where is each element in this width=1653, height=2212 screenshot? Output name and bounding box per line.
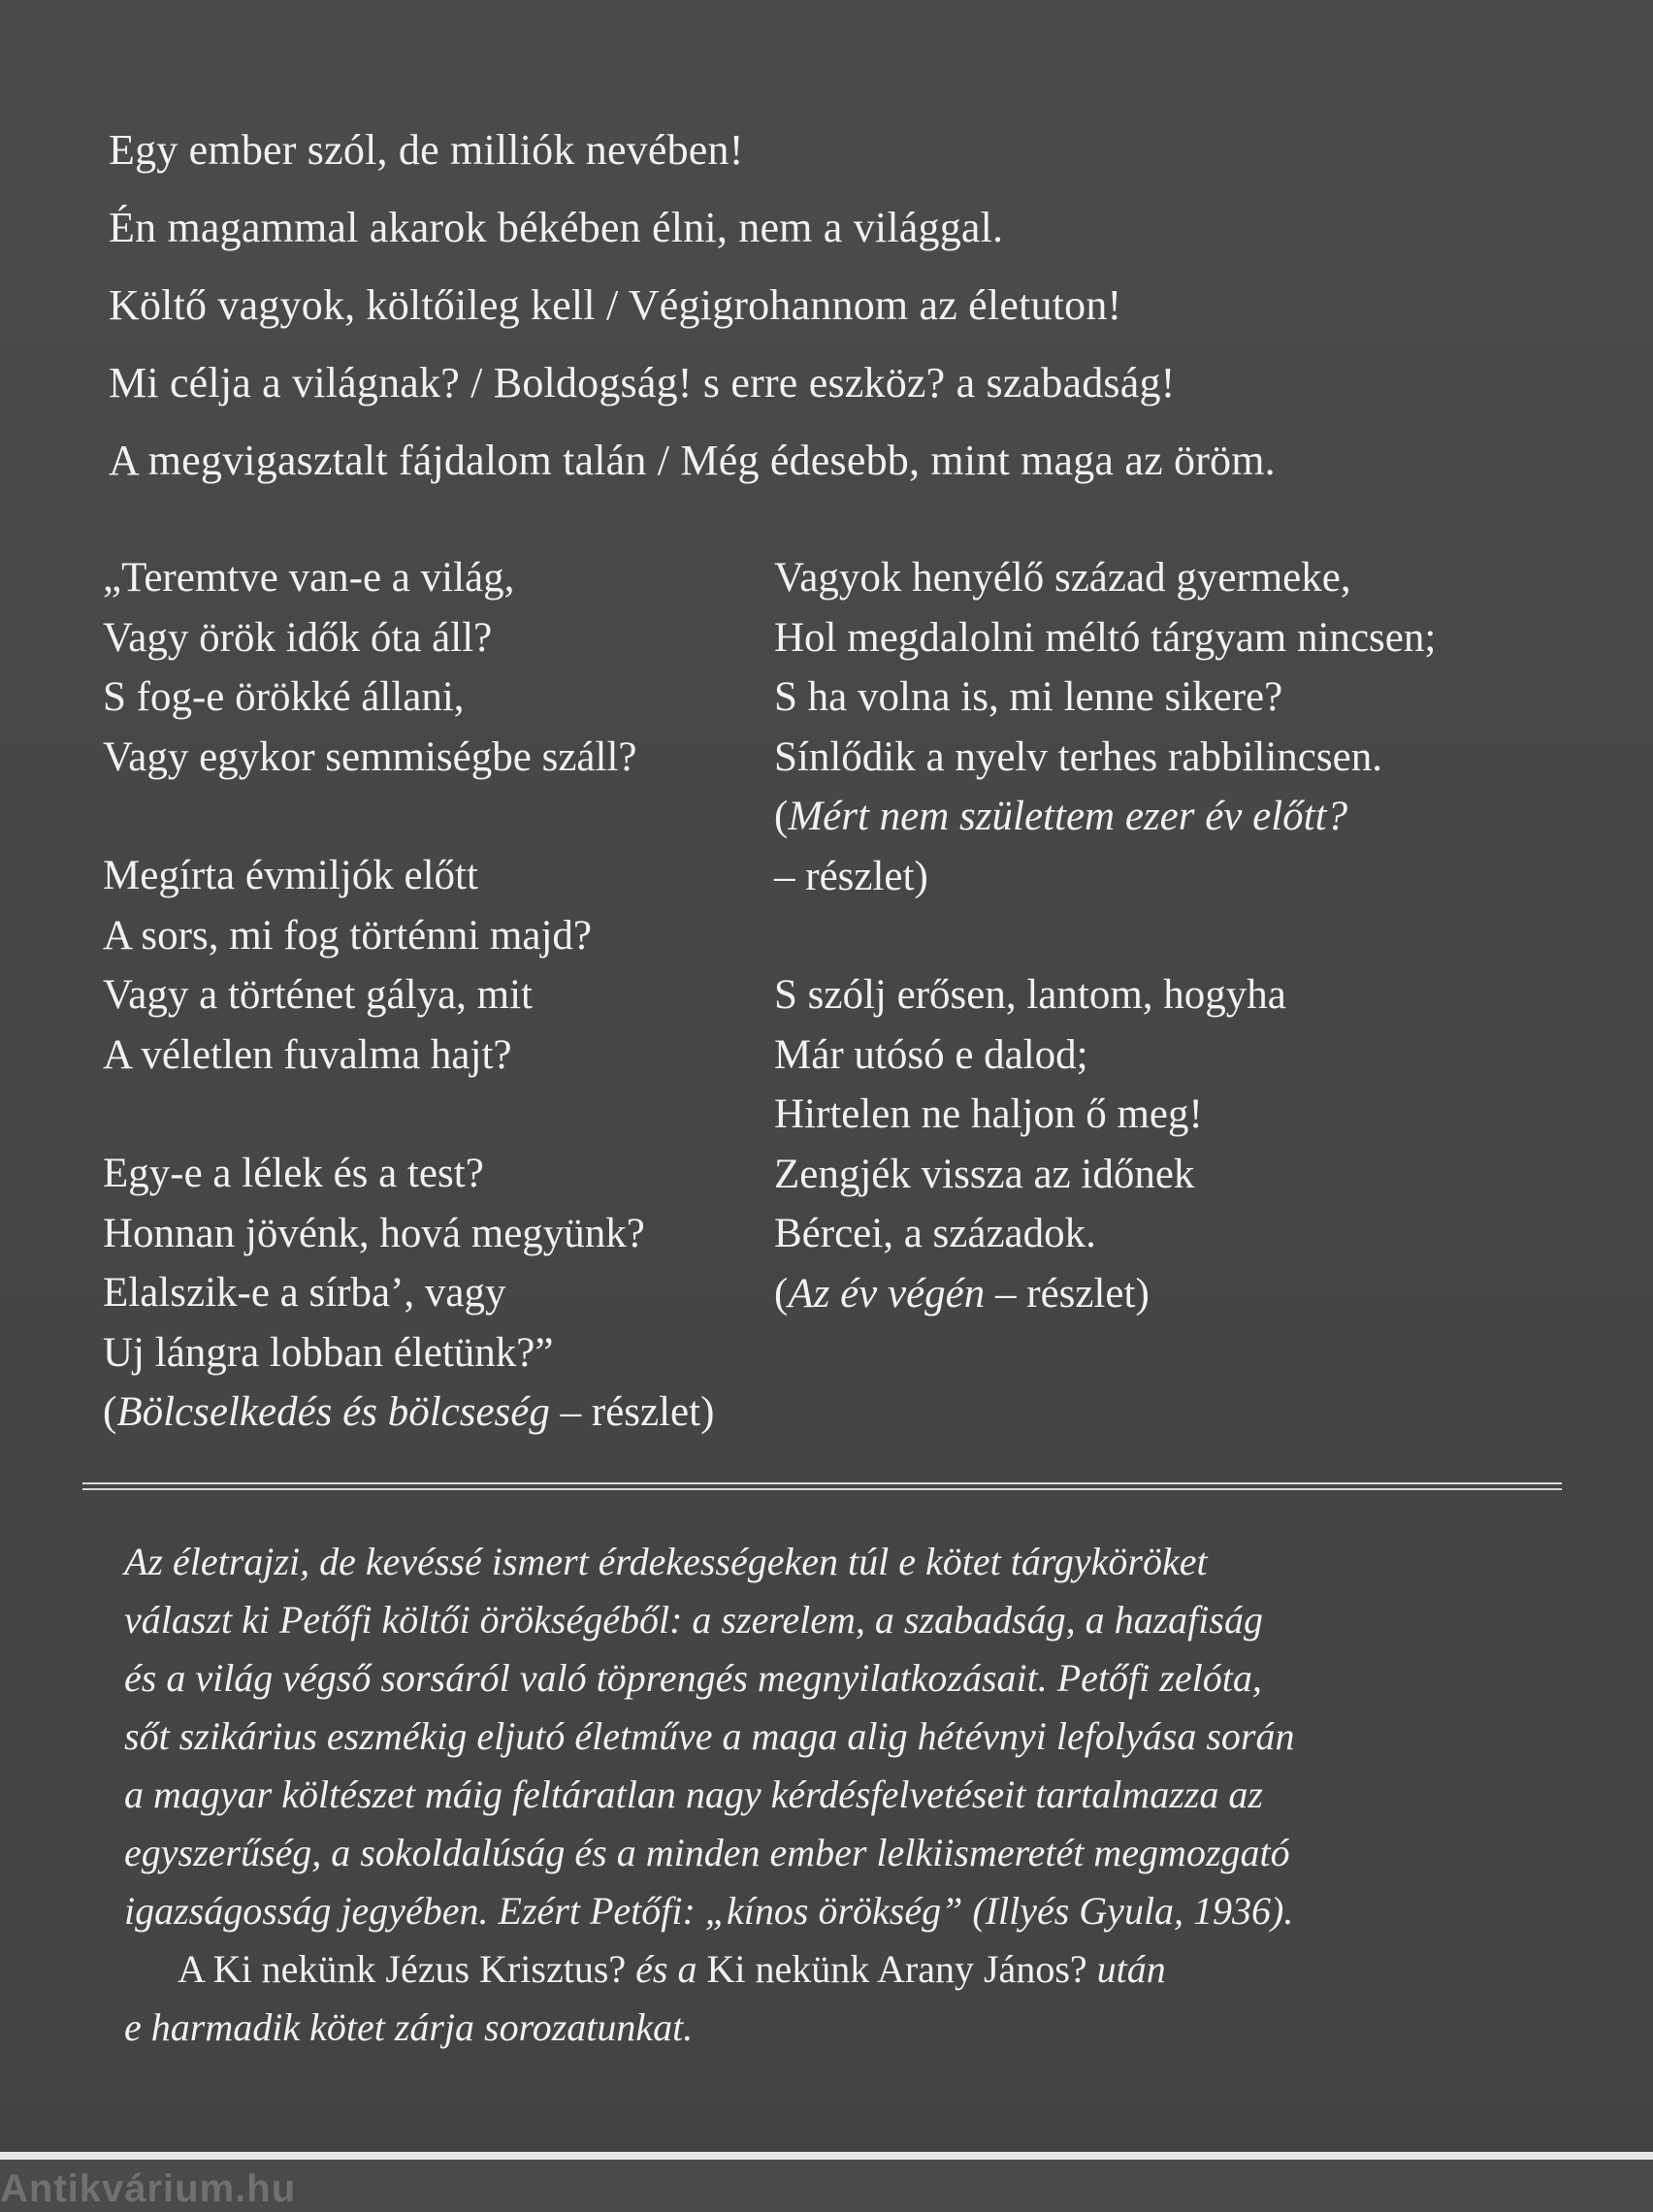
description-line: a magyar költészet máig feltáratlan nagy kérdésfelvetéseit tartalmazza az	[124, 1773, 1263, 1816]
poem-line: „Teremtve van-e a világ,	[103, 555, 515, 601]
right-poem-column	[774, 548, 1570, 1323]
citation-paren: (	[774, 794, 789, 839]
citation-title: Bölcselkedés és bölcseség	[116, 1389, 550, 1435]
poem-line: Bércei, a századok.	[774, 1211, 1096, 1256]
double-rule-divider	[82, 1482, 1562, 1490]
watermark-text: Antikvárium.hu	[0, 2167, 297, 2210]
poem-line: A véletlen fuvalma hajt?	[103, 1031, 512, 1078]
series-connector: és a	[626, 1947, 707, 1991]
poem-line: Vagy egykor semmiségbe száll?	[103, 733, 637, 780]
description-line: igazságosság jegyében. Ezért Petőfi: „kínos örökség” (Illyés Gyula, 1936).	[124, 1889, 1294, 1933]
series-title-jezus: A Ki nekünk Jézus Krisztus?	[178, 1947, 627, 1991]
poem-line: Sínlődik a nyelv terhes rabbilincsen.	[774, 733, 1382, 780]
description-line: Az életrajzi, de kevéssé ismert érdekességeken túl e kötet tárgyköröket	[124, 1540, 1208, 1583]
citation-paren: (	[774, 1270, 789, 1317]
poem-line: Vagy a történet gálya, mit	[103, 972, 533, 1018]
series-note-closing: e harmadik kötet zárja sorozatunkat.	[124, 2005, 694, 2049]
poem-citation	[774, 787, 1570, 847]
citation-rest: – részlet)	[549, 1389, 715, 1435]
poem-line: Megírta évmiljók előtt	[103, 853, 478, 898]
poem-line: Vagyok henyélő század gyermeke,	[774, 555, 1351, 601]
quote-line: Mi célja a világnak? / Boldogság! s erre eszköz? a szabadság!	[109, 359, 1176, 407]
poem-line: Hirtelen ne haljon ő meg!	[774, 1091, 1203, 1137]
series-title-arany: Ki nekünk Arany János?	[706, 1947, 1087, 1991]
quote-line: A megvigasztalt fájdalom talán / Még édesebb, mint maga az öröm.	[109, 437, 1276, 484]
poem-line: S szólj erősen, lantom, hogyha	[774, 972, 1286, 1018]
description-paragraph	[124, 1533, 1550, 2057]
quotes-block	[109, 112, 1544, 500]
left-poem-column	[103, 548, 743, 1443]
description-line: sőt szikárius eszmékig eljutó életműve a maga alig hétévnyi lefolyása során	[124, 1714, 1295, 1758]
poem-line: Vagy örök idők óta áll?	[103, 614, 493, 661]
poem-line: Hol megdalolni méltó tárgyam nincsen;	[774, 614, 1437, 661]
stanza-gap	[103, 1085, 743, 1144]
poem-line: Egy-e a lélek és a test?	[103, 1151, 484, 1196]
poem-line: Zengjék vissza az időnek	[774, 1151, 1195, 1197]
poem-line: Honnan jövénk, hová megyünk?	[103, 1210, 645, 1256]
description-line: választ ki Petőfi költői örökségéből: a szerelem, a szabadság, a hazafiság	[124, 1598, 1263, 1642]
quote-line: Költő vagyok, költőileg kell / Végigrohannom az életuton!	[109, 281, 1122, 329]
poem-line: Elalszik-e a sírba’, vagy	[103, 1270, 506, 1316]
poem-line: S ha volna is, mi lenne sikere?	[774, 674, 1283, 720]
poem-line: Már utósó e dalod;	[774, 1031, 1088, 1078]
citation-rest: – részlet)	[985, 1270, 1150, 1317]
citation-paren: (	[103, 1389, 117, 1435]
citation-title: Az év végén	[788, 1270, 986, 1317]
poem-line: Uj lángra lobban életünk?”	[103, 1329, 554, 1376]
stanza-gap	[103, 787, 743, 846]
poem-citation	[774, 1264, 1570, 1324]
description-line: egyszerűség, a sokoldalúság és a minden ember lelkiismeretét megmozgató	[124, 1831, 1290, 1874]
series-note-line	[124, 1940, 1550, 1999]
stanza-gap	[774, 906, 1570, 965]
citation-title: Mért nem születtem ezer év előtt?	[788, 794, 1348, 839]
description-line: és a világ végső sorsáról való töprengés megnyilatkozásait. Petőfi zelóta,	[124, 1656, 1262, 1700]
quote-line: Én magammal akarok békében élni, nem a világgal.	[109, 204, 1004, 251]
series-connector: után	[1086, 1947, 1166, 1991]
poem-line: S fog-e örökké állani,	[103, 674, 465, 720]
quote-line: Egy ember szól, de milliók nevében!	[109, 126, 744, 174]
citation-rest: – részlet)	[774, 853, 928, 899]
poem-line: A sors, mi fog történni majd?	[103, 912, 592, 959]
poem-citation	[103, 1382, 743, 1443]
